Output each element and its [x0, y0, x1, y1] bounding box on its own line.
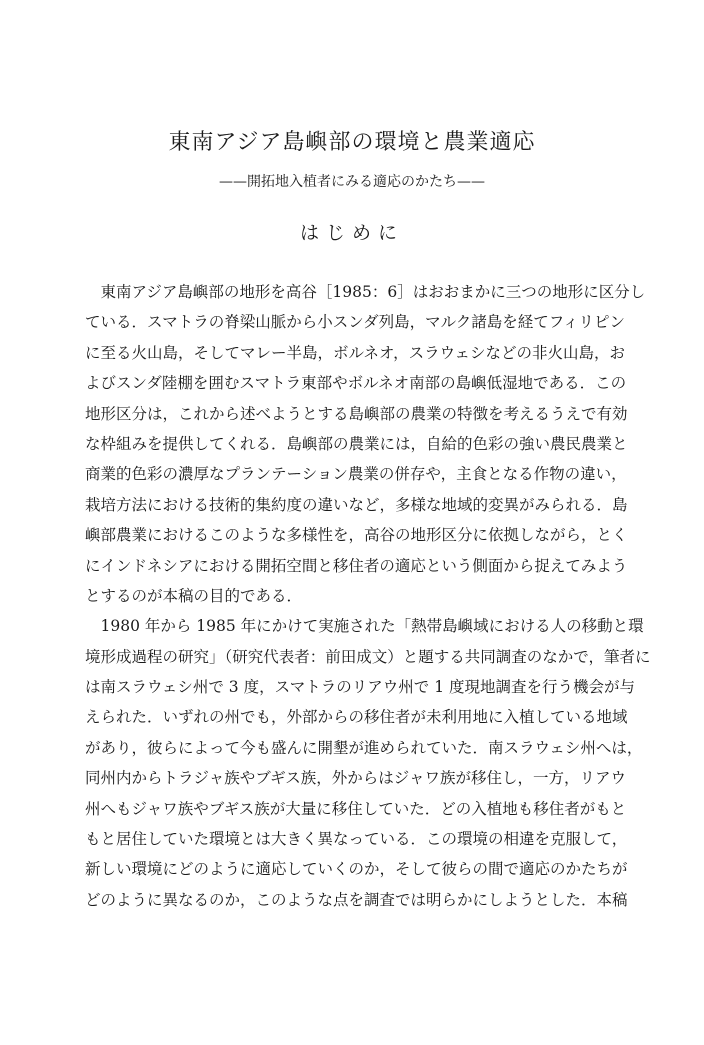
page-subtitle: ——開拓地入植者にみる適応のかたち—— [219, 174, 485, 190]
body-line: な枠組みを提供してくれる．島嶼部の農業には，自給的色彩の強い農民農業と [85, 434, 628, 453]
body-line: にインドネシアにおける開拓空間と移住者の適応という側面から捉えてみよう [85, 556, 628, 575]
body-line: 州へもジャワ族やブギス族が大量に移住していた．どの入植地も移住者がもと [85, 799, 627, 818]
body-line: えられた．いずれの州でも，外部からの移住者が未利用地に入植している地域 [85, 708, 628, 727]
body-line: 栽培方法における技術的集約度の違いなど，多様な地域的変異がみられる．島 [85, 495, 628, 514]
body-line: 商業的色彩の濃厚なプランテーション農業の併存や，主食となる作物の違い， [85, 465, 627, 484]
body-line: は南スラウェシ州で 3 度，スマトラのリアウ州で 1 度現地調査を行う機会が与 [85, 678, 636, 697]
body-line: に至る火山島，そしてマレー半島，ボルネオ，スラウェシなどの非火山島，お [85, 343, 626, 362]
body-line: もと居住していた環境とは大きく異なっている．この環境の相違を克服して， [85, 830, 628, 849]
body-line: とするのが本稿の目的である． [85, 586, 303, 605]
section-heading: はじめに [299, 222, 404, 244]
body-line: ている．スマトラの脊梁山脈から小スンダ列島，マルク諸島を経てフィリピン [85, 313, 626, 332]
body-text [85, 277, 660, 915]
body-line: 境形成過程の研究」（研究代表者：前田成文）と題する共同調査のなかで，筆者に [85, 647, 651, 666]
body-line: 1980 年から 1985 年にかけて実施された「熱帯島嶼域における人の移動と環 [85, 617, 644, 636]
body-line: 地形区分は，これから述べようとする島嶼部の農業の特徴を考えるうえで有効 [85, 404, 628, 423]
body-line: 新しい環境にどのように適応していくのか，そして彼らの間で適応のかたちが [85, 860, 628, 879]
body-line: 同州内からトラジャ族やブギス族，外からはジャワ族が移住し，一方，リアウ [85, 769, 626, 788]
body-line: があり，彼らによって今も盛んに開墾が進められていた．南スラウェシ州へは， [85, 738, 643, 757]
page-title: 東南アジア島嶼部の環境と農業適応 [168, 130, 536, 155]
body-line: 嶼部農業におけるこのような多様性を，高谷の地形区分に依拠しながら，とく [85, 526, 628, 545]
body-line: 東南アジア島嶼部の地形を高谷［1985：6］はおおまかに三つの地形に区分し [85, 283, 646, 301]
body-line: よびスンダ陸棚を囲むスマトラ東部やボルネオ南部の島嶼低湿地である．この [85, 374, 627, 393]
body-line: どのように異なるのか，このような点を調査では明らかにしようとした．本稿 [85, 890, 628, 909]
